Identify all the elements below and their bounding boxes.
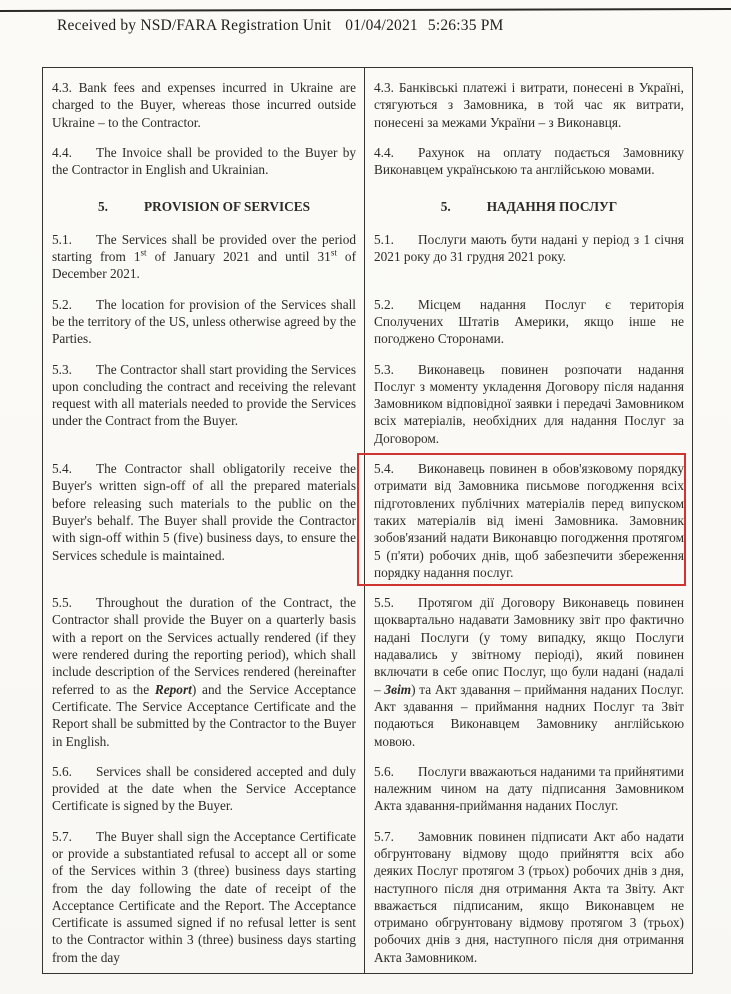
- clause-wrap: [374, 828, 684, 966]
- clause-text: 4.4. Рахунок на оплату подається Замовнику Виконавцем українською та англійською мовами.: [374, 144, 684, 178]
- contract-table: [42, 67, 693, 974]
- clause-text: 5.2. Місцем надання Послуг є територія Сполучених Штатів Америки, якщо інше не погоджено Сторонами.: [374, 296, 684, 347]
- table-cell-english: [43, 454, 365, 588]
- table-row: [43, 822, 692, 973]
- table-cell-ukrainian: [365, 290, 692, 355]
- clause-text: 5.4. Виконавець повинен в обов'язковому порядку отримати від Замовника письмове погодження всіх підготовлених публічних матеріалів перед випуском таких матеріалів від імені Замовника. Замовник зобов'язаний надати Виконавцю погодження протягом 5 (п'яти) робочих днів, щоб забезпечити збереження порядку надання послуг.: [374, 461, 684, 580]
- clause-text: 5.3. The Contractor shall start providing the Services upon concluding the contract and receiving the relevant request with all materials needed to provide the Services under the Contract from the Buyer.: [52, 361, 356, 429]
- table-row: [43, 138, 692, 186]
- clause-text: 5.3. Виконавець повинен розпочати надання Послуг з моменту укладення Договору після надання Замовником відповідної заявки і передачі Замовником всіх матеріалів, необхідних для надання Послуг за Договором.: [374, 361, 684, 446]
- table-row: [43, 225, 692, 290]
- clause-text: 4.3. Банківські платежі і витрати, понесені в Україні, стягуються з Замовника, в той час як витрати, понесені за межами України – з Виконавця.: [374, 80, 684, 130]
- clause-text: 5.1. The Services shall be provided over the period starting from 1st of January 2021 and until 31st of December 2021.: [52, 231, 357, 282]
- clause-wrap: [52, 594, 356, 750]
- table-row-section-heading: [43, 185, 692, 224]
- clause-text: 5.7. Замовник повинен підписати Акт або надати обгрунтовану відмову щодо прийняття всіх або деяких Послуг протягом 3 (трьох) робочих днів з дня, наступного після дня отримання Акта та Звіту. Акт вважається підписаним, якщо Виконавцем не отримано обгрунтовану відмову протягом 3 (трьох) робочих днів з дня, наступного після дня отримання Акта Замовником.: [374, 828, 684, 965]
- clause-text: 5.5. Протягом дії Договору Виконавець повинен щоквартально надавати Замовнику звіт про фактично надані Послуги (у тому випадку, якщо Послуги надавались у звітному періоді), який повинен включати в себе опис Послуг, що були надані (надалі – Звіт) та Акт здавання – приймання наданих Послуг. Акт здавання – приймання надних Послуг та Звіт подаються Виконавцем Замовнику англійською мовою.: [374, 595, 684, 749]
- clause-text: 5. НАДАННЯ ПОСЛУГ: [440, 199, 618, 215]
- clause-text: 5.4. The Contractor shall obligatorily receive the Buyer's written sign-off of all the prepared materials before releasing such materials to the public on the Buyer's behalf. The Buyer shall provide the Contractor with sign-off within 5 (five) business days, to ensure the Services schedule is maintained.: [52, 461, 356, 563]
- clause-wrap: [374, 361, 684, 447]
- clause-text: 4.4. The Invoice shall be provided to the Buyer by the Contractor in English and Ukrainian.: [52, 144, 356, 178]
- clause-text: 5. PROVISION OF SERVICES: [97, 199, 310, 215]
- table-cell-english: [43, 68, 365, 138]
- table-row: [43, 588, 692, 757]
- clause-wrap: [374, 763, 684, 815]
- header-rule: [0, 8, 731, 12]
- table-cell-english: [43, 185, 365, 224]
- clause-text: 4.3. Bank fees and expenses incurred in Ukraine are charged to the Buyer, whereas those incurred outside Ukraine – to the Contractor.: [52, 80, 356, 130]
- table-row: [43, 355, 692, 454]
- clause-wrap: [374, 594, 684, 750]
- clause-wrap: [52, 231, 356, 283]
- clause-wrap: [52, 79, 356, 131]
- table-cell-english: [43, 355, 365, 454]
- table-row: [43, 290, 692, 355]
- clause-text: 5.1. Послуги мають бути надані у період з 1 січня 2021 року до 31 грудня 2021 року.: [374, 231, 684, 265]
- clause-wrap: [52, 361, 356, 430]
- table-cell-ukrainian: [365, 68, 692, 138]
- clause-text: 5.2. The location for provision of the Services shall be the territory of the US, unless otherwise agreed by the Parties.: [52, 296, 356, 347]
- table-cell-ukrainian: [365, 822, 692, 973]
- table-cell-ukrainian: [365, 588, 692, 757]
- table-cell-english: [43, 588, 365, 757]
- clause-wrap: [374, 296, 684, 348]
- clause-text: 5.6. Послуги вважаються наданими та прийнятими належним чином на дату підписання Замовником Акта здавання-приймання наданих Послуг.: [374, 763, 684, 814]
- clause-wrap: [52, 763, 356, 815]
- table-row: [43, 454, 692, 588]
- table-cell-ukrainian: [365, 355, 692, 454]
- clause-wrap: [52, 198, 356, 215]
- table-row: [43, 68, 692, 138]
- table-cell-ukrainian: [365, 757, 692, 822]
- table-cell-english: [43, 225, 365, 290]
- clause-wrap: [374, 79, 684, 131]
- clause-wrap: [374, 144, 684, 179]
- table-row: [43, 757, 692, 822]
- clause-text: 5.5. Throughout the duration of the Contract, the Contractor shall provide the Buyer on a quarterly basis with a report on the Services actually rendered (if they were rendered during the reporting period), which shall include description of the Services rendered (hereinafter referred to as the Report) and the Service Acceptance Certificate. The Service Acceptance Certificate and the Report shall be submitted by the Contractor to the Buyer in English.: [52, 595, 356, 749]
- table-cell-ukrainian: [365, 185, 692, 224]
- clause-wrap: [374, 231, 684, 266]
- clause-wrap: [374, 460, 684, 581]
- fara-received-stamp: [57, 17, 504, 35]
- clause-text: 5.7. The Buyer shall sign the Acceptance Certificate or provide a substantiated refusal to accept all or some of the Services within 3 (three) business days starting from the day following the date of receipt of the Acceptance Certificate and the Report. The Acceptance Certificate is assumed signed if no refusal letter is sent to the Contractor within 3 (three) business days starting from the day: [52, 828, 356, 965]
- received-time: 5:26:35 PM: [427, 17, 504, 34]
- clause-text: 5.6. Services shall be considered accepted and duly provided at the date when the Service Acceptance Certificate is signed by the Buyer.: [52, 763, 356, 814]
- received-label: Received by NSD/FARA Registration Unit: [57, 17, 332, 34]
- table-cell-english: [43, 138, 365, 186]
- received-date: 01/04/2021: [345, 17, 418, 34]
- table-cell-ukrainian: [365, 454, 692, 588]
- clause-wrap: [374, 198, 684, 215]
- clause-wrap: [52, 144, 356, 179]
- table-cell-english: [43, 822, 365, 973]
- clause-wrap: [52, 296, 356, 348]
- table-cell-english: [43, 290, 365, 355]
- table-cell-english: [43, 757, 365, 822]
- table-cell-ukrainian: [365, 138, 692, 186]
- table-cell-ukrainian: [365, 225, 692, 290]
- clause-wrap: [52, 828, 356, 966]
- clause-wrap: [52, 460, 356, 564]
